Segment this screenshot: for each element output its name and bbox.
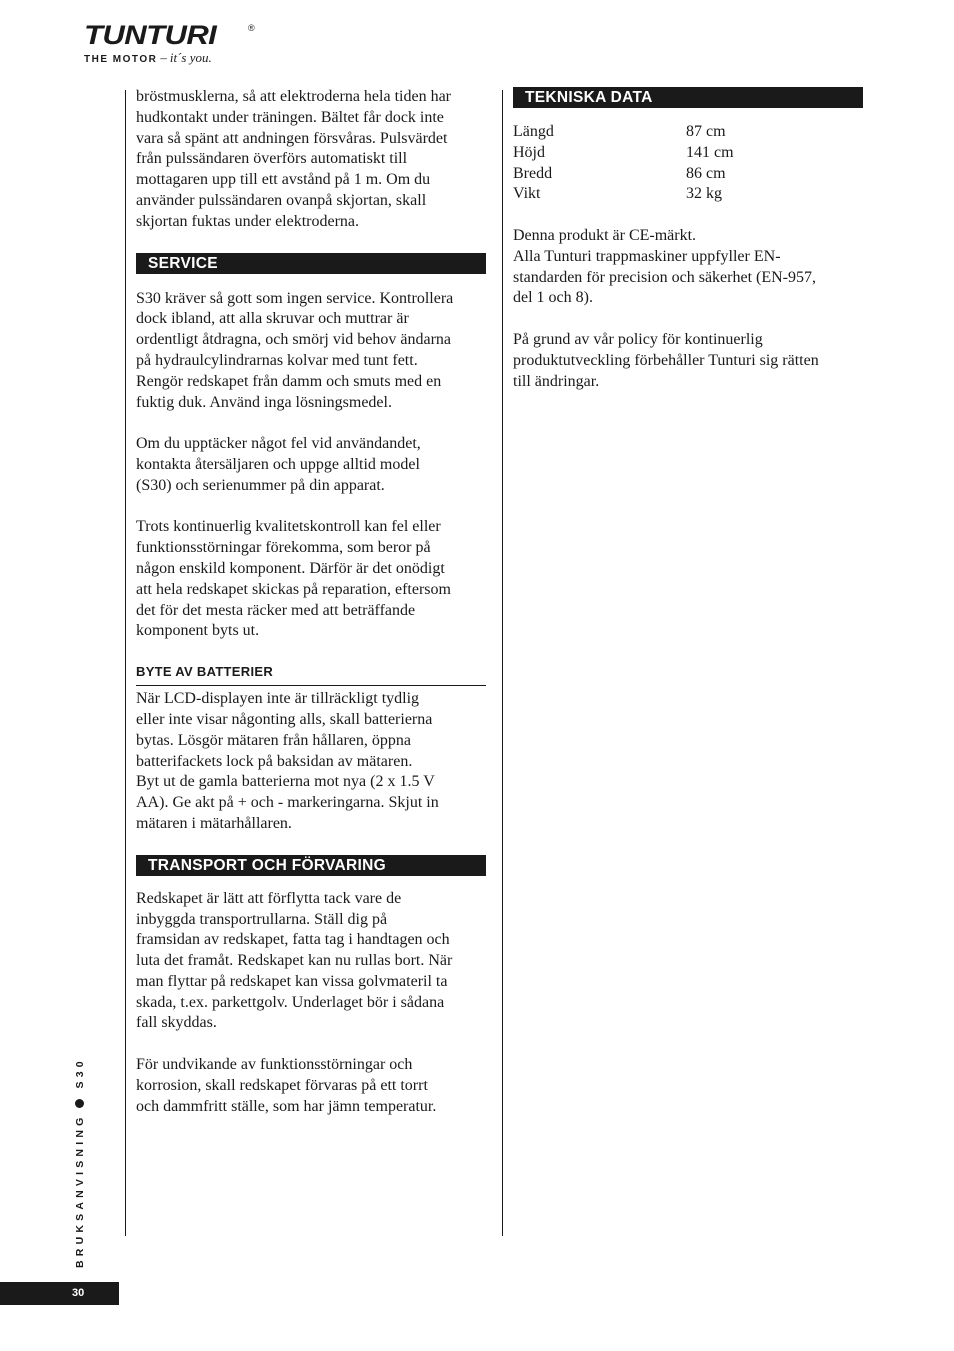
service-paragraph-2: Om du upptäcker något fel vid användandet, kontakta återsäljaren och uppge alltid model (S30) och serienummer på din apparat.: [136, 435, 421, 494]
transport-paragraph-1: Redskapet är lätt att förflytta tack vare de inbyggda transportrullarna. Ställ dig på framsidan av redskapet, fatta tag i handtagen och luta det framåt. Redskapet kan nu rullas bort. När man flyttar på redskapet kan vissa golvmateril ta skada, t.ex. parkettgolv. Underlaget bör i sådana fall skyddas.: [136, 889, 453, 1032]
left-column: [136, 87, 486, 1117]
transport-paragraph-2: För undvikande av funktionsstörningar och korrosion, skall redskapet förvaras på ett torrt och dammfritt ställe, som har jämn temperatur.: [136, 1056, 437, 1115]
spec-label: Höjd: [513, 143, 545, 161]
registered-mark: ®: [248, 23, 255, 33]
bullet-dot-icon: [75, 1099, 84, 1108]
page-number: 30: [0, 1282, 119, 1305]
spec-label: Bredd: [513, 164, 553, 182]
tagline-dash: –: [160, 50, 167, 65]
left-column-rule: [125, 90, 126, 1236]
spec-row: [513, 143, 734, 164]
ce-paragraph: Denna produkt är CE-märkt. Alla Tunturi trappmaskiner uppfyller EN- standarden för precision och säkerhet (EN-957, del 1 och 8).: [513, 226, 816, 307]
spec-value: 87 cm: [686, 123, 726, 140]
service-heading: SERVICE: [136, 253, 486, 274]
transport-heading: TRANSPORT OCH FÖRVARING: [136, 855, 486, 876]
intro-paragraph: bröstmusklerna, så att elektroderna hela tiden har hudkontakt under träningen. Bältet får dock inte vara så spänt att andningen försvåras. Pulsvärdet från pulssändaren överförs automatiskt till mottagaren upp till ett avstånd på 1 m. Om du använder pulssändaren ovanpå skjortan, skall skjortan fuktas under elektroderna.: [136, 88, 451, 230]
battery-paragraph: När LCD-displayen inte är tillräckligt tydlig eller inte visar någonting alls, skall batterierna bytas. Lösgör mätaren från hållaren, öppna batterifackets lock på baksidan av mätaren. Byt ut de gamla batterierna mot nya (2 x 1.5 V AA). Ge akt på + och - markeringarna. Skjut in mätaren i mätarhållaren.: [136, 690, 439, 832]
battery-heading: BYTE AV BATTERIER: [136, 664, 486, 686]
side-label: [74, 1057, 86, 1268]
spec-label: Längd: [513, 123, 554, 140]
spec-value: 32 kg: [686, 185, 722, 203]
spec-label: Vikt: [513, 185, 541, 203]
spec-value: 86 cm: [686, 164, 726, 182]
tech-data-heading: TEKNISKA DATA: [513, 87, 863, 108]
brand-logo: [84, 20, 255, 66]
policy-paragraph: På grund av vår policy för kontinuerlig produktutveckling förbehåller Tunturi sig rätten till ändringar.: [513, 330, 819, 390]
spec-row: [513, 184, 734, 205]
service-paragraph-3: Trots kontinuerlig kvalitetskontroll kan fel eller funktionsstörningar förekomma, som beror på någon enskild komponent. Därför är det onödigt att hela redskapet skickas på reparation, eftersom det för det mesta räcker med att beträffande komponent byts ut.: [136, 518, 451, 640]
brand-name: TUNTURI: [84, 20, 217, 50]
spec-row: [513, 164, 734, 185]
brand-tagline: [84, 50, 212, 66]
side-label-text: BRUKSANVISNING: [74, 1113, 86, 1268]
side-label-model: S30: [74, 1057, 86, 1089]
middle-column-rule: [502, 90, 503, 1236]
tagline-italic: it´s you.: [169, 50, 212, 65]
spec-table: [513, 122, 734, 205]
spec-row: [513, 122, 734, 143]
spec-value: 141 cm: [686, 143, 734, 161]
tagline-main: THE MOTOR: [84, 54, 158, 65]
service-paragraph-1: S30 kräver så gott som ingen service. Kontrollera dock ibland, att alla skruvar och muttrar är ordentligt åtdragna, och smörj vid behov ändarna på hydraulcylindrarnas kolvar med tunt fett. Rengör redskapet från damm och smuts med en fuktig duk. Använd inga lösningsmedel.: [136, 289, 454, 411]
right-column: [513, 87, 863, 392]
